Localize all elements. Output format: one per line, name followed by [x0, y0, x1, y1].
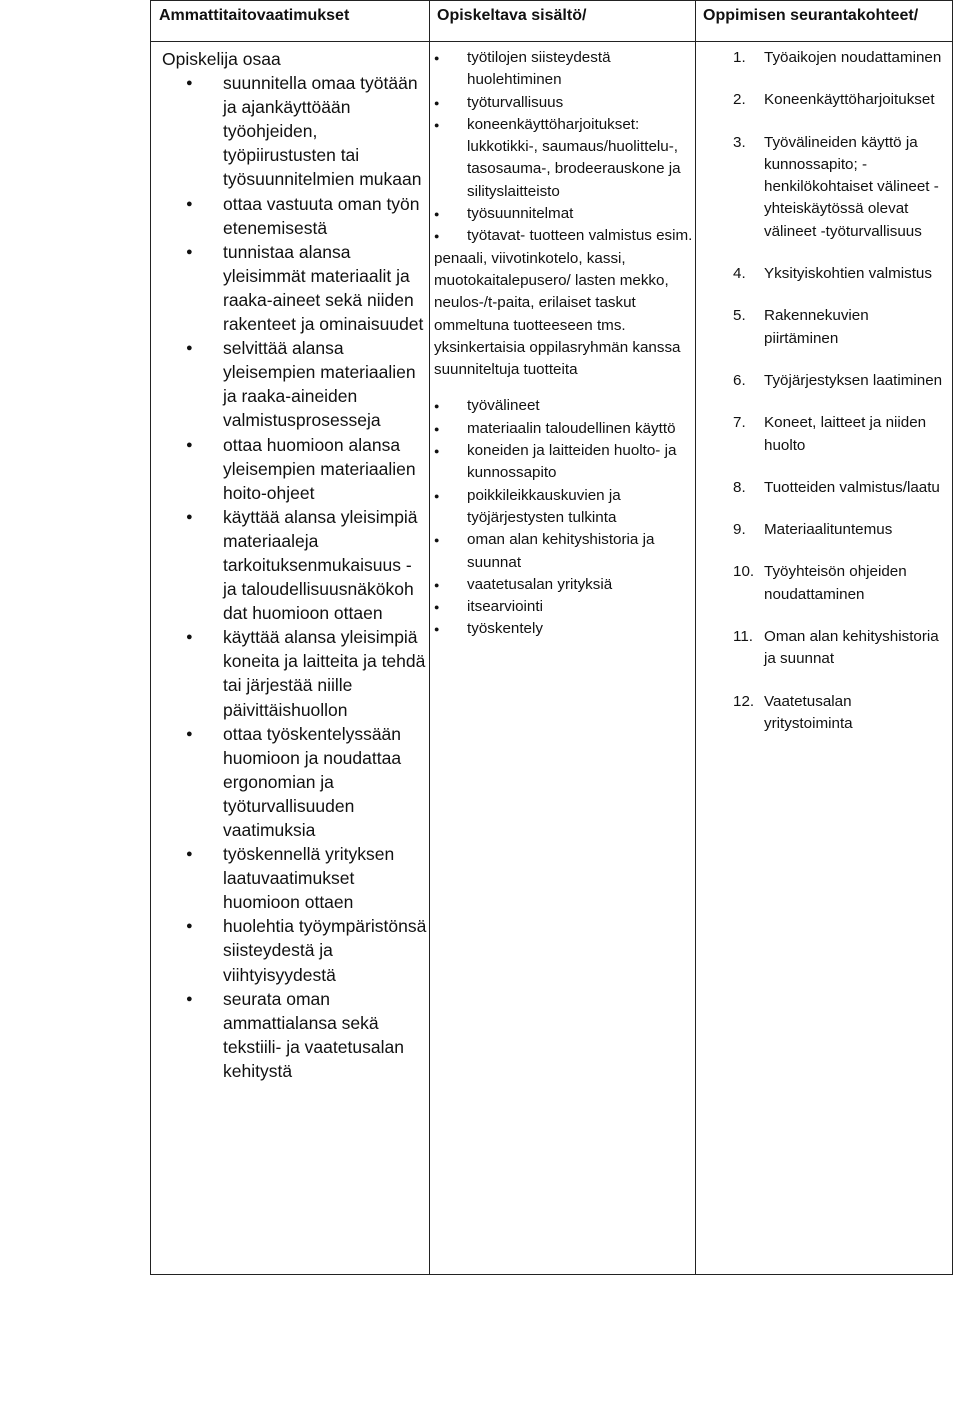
- list-item: [695, 477, 954, 499]
- item-number: 1.: [733, 49, 746, 66]
- item-text: Materiaalituntemus: [764, 521, 893, 539]
- list-item: ● vaatetusalan yrityksiä: [434, 574, 695, 596]
- list-item: [695, 132, 954, 243]
- item-text: Työyhteisön ohjeiden noudattaminen: [764, 563, 907, 603]
- requirements-intro: Opiskelija osaa: [162, 49, 281, 69]
- item-number: 6.: [733, 371, 746, 389]
- item-number: 9.: [733, 521, 746, 539]
- requirements-column: [151, 47, 429, 1083]
- item-text: Oman alan kehityshistoria ja suunnat: [764, 628, 939, 668]
- list-item: ● ottaa huomioon alansa yleisempien materiaalien hoito-ohjeet: [162, 433, 429, 505]
- list-item: ● materiaalin taloudellinen käyttö: [434, 418, 695, 440]
- list-item: ● selvittää alansa yleisempien materiaalien ja raaka-aineiden valmistusprosesseja: [162, 336, 429, 432]
- list-item: [695, 370, 954, 392]
- item-number: 7.: [733, 414, 746, 432]
- list-item: ● huolehtia työympäristönsä siisteydestä ja viihtyisyydestä: [162, 914, 429, 986]
- header-requirements: Ammattitaitovaatimukset: [159, 7, 350, 24]
- list-item: ● työtilojen siisteydestä huolehtiminen: [434, 47, 695, 92]
- list-item: ● työsuunnitelmat: [434, 203, 695, 225]
- content-list-b: [434, 395, 695, 640]
- item-number: 10.: [733, 563, 755, 581]
- list-item: ● tunnistaa alansa yleisimmät materiaalit ja raaka-aineet sekä niiden rakenteet ja ominaisuudet: [162, 240, 429, 336]
- list-item: [695, 89, 954, 111]
- assessment-column: [695, 47, 954, 755]
- item-number: 11.: [733, 628, 753, 646]
- list-item: [695, 561, 954, 606]
- list-item: ● työskentely: [434, 618, 695, 640]
- header-assessment: Oppimisen seurantakohteet/: [703, 7, 919, 24]
- item-number: 3.: [733, 133, 746, 151]
- list-item: [695, 626, 954, 671]
- list-item: ● ottaa vastuuta oman työn etenemisestä: [162, 192, 429, 240]
- item-number: 4.: [733, 265, 746, 283]
- list-item: ● seurata oman ammattialansa sekä tekstiili- ja vaatetusalan kehitystä: [162, 987, 429, 1083]
- list-item: ● käyttää alansa yleisimpiä koneita ja laitteita ja tehdä tai järjestää niille päivittäishuollon: [162, 625, 429, 721]
- list-item: ● oman alan kehityshistoria ja suunnat: [434, 529, 695, 574]
- list-item: [695, 519, 954, 541]
- header-content: Opiskeltava sisältö/: [437, 7, 587, 24]
- list-item: ● poikkileikkauskuvien ja työjärjestysten tulkinta: [434, 485, 695, 530]
- content-column: [429, 47, 695, 641]
- item-text: Työvälineiden käyttö ja kunnossapito; -henkilökohtaiset välineet -yhteiskäytössä olevat välineet -työturvallisuus: [764, 133, 939, 240]
- item-number: 8.: [733, 478, 746, 496]
- item-text: Rakennekuvien piirtäminen: [764, 307, 869, 347]
- list-item: [695, 305, 954, 350]
- list-item: [695, 412, 954, 457]
- list-item: ● työskennellä yrityksen laatuvaatimukset huomioon ottaen: [162, 842, 429, 914]
- item-text: Koneenkäyttöharjoitukset: [764, 91, 935, 109]
- item-text: Työaikojen noudattaminen: [764, 49, 942, 66]
- list-item: [695, 47, 954, 69]
- list-item: ● työtavat- tuotteen valmistus esim.: [434, 225, 695, 247]
- list-item: ● ottaa työskentelyssään huomioon ja noudattaa ergonomian ja työturvallisuuden vaatimuksia: [162, 722, 429, 842]
- item-number: 5.: [733, 307, 746, 325]
- item-number: 2.: [733, 91, 746, 109]
- item-text: Koneet, laitteet ja niiden huolto: [764, 414, 927, 454]
- item-text: Tuotteiden valmistus/laatu: [764, 478, 940, 496]
- assessment-list: [695, 47, 954, 735]
- list-item: [695, 263, 954, 285]
- list-item: ● työvälineet: [434, 395, 695, 417]
- list-item: ● työturvallisuus: [434, 92, 695, 114]
- content-paragraph: penaali, viivotinkotelo, kassi, muotokaitalepusero/ lasten mekko, neulos-/t-paita, erilaiset taskut ommeltuna tuotteeseen tms. yksinkertaisia oppilasryhmän kanssa suunniteltuja tuotteita: [434, 249, 681, 379]
- list-item: ● suunnitella omaa työtään ja ajankäyttöään työohjeiden, työpiirustusten tai työsuunnitelmien mukaan: [162, 71, 429, 191]
- requirements-list: [162, 71, 429, 1083]
- curriculum-table: [150, 0, 953, 1275]
- content-list-a: [434, 47, 695, 248]
- item-number: 12.: [733, 692, 755, 710]
- item-text: Yksityiskohtien valmistus: [764, 265, 932, 283]
- list-item: ● käyttää alansa yleisimpiä materiaaleja tarkoituksenmukaisuus - ja taloudellisuusnäkökoh dat huomioon ottaen: [162, 505, 429, 625]
- header-row: [151, 1, 952, 42]
- list-item: ● koneiden ja laitteiden huolto- ja kunnossapito: [434, 440, 695, 485]
- item-text: Työjärjestyksen laatiminen: [764, 371, 943, 389]
- list-item: ● koneenkäyttöharjoitukset: lukkotikki-, saumaus/huolittelu-, tasosauma-, brodeerauskone ja silityslaitteisto: [434, 114, 695, 203]
- item-text: Vaatetusalan yritystoiminta: [764, 692, 853, 732]
- list-item: ● itsearviointi: [434, 596, 695, 618]
- list-item: [695, 691, 954, 736]
